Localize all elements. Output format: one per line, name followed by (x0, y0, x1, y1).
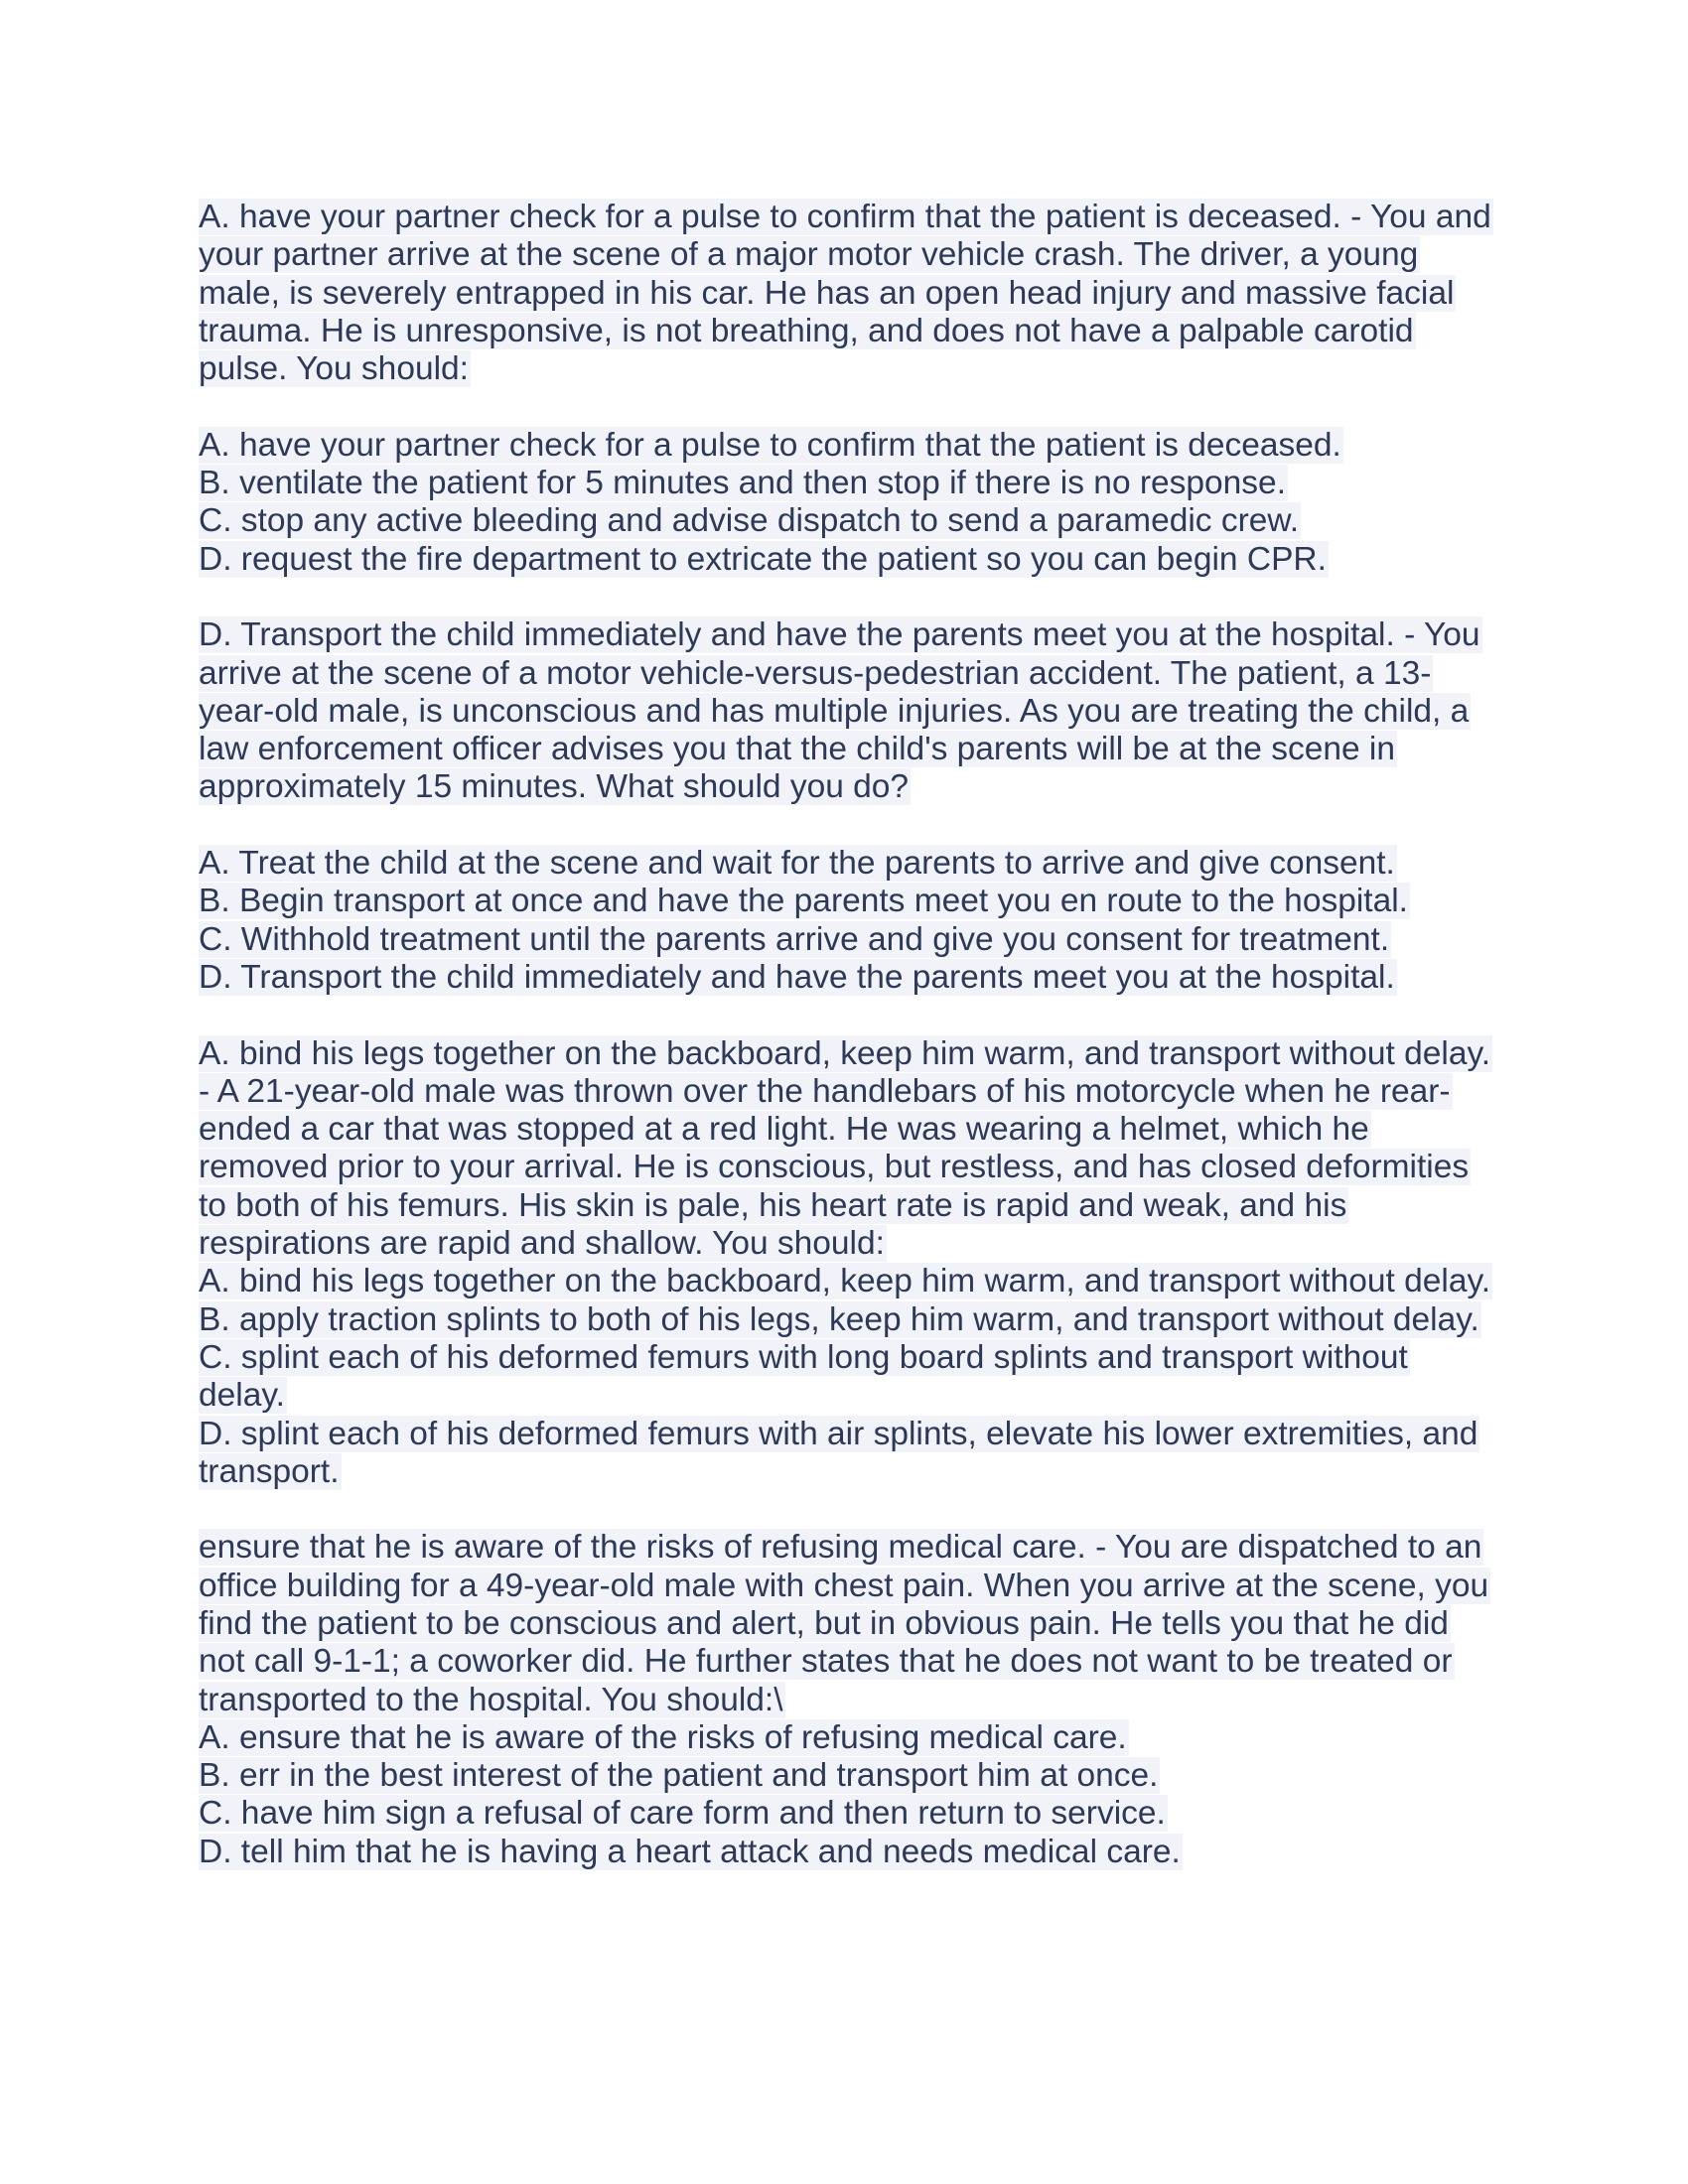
option-line: transport. (199, 1452, 340, 1490)
option-line: delay. (199, 1377, 285, 1415)
option-line: A. bind his legs together on the backboard, keep him warm, and transport without delay. (199, 1263, 1491, 1300)
option-line: C. Withhold treatment until the parents arrive and give you consent for treatment. (199, 920, 1390, 958)
paragraph-gap (199, 1491, 1509, 1529)
paragraph-gap (199, 997, 1509, 1034)
paragraph-gap (199, 388, 1509, 426)
text-line: office building for a 49-year-old male with chest pain. When you arrive at the scene, you (199, 1567, 1489, 1604)
text-line: A. have your partner check for a pulse to confirm that the patient is deceased. - You and (199, 199, 1491, 235)
text-line: A. bind his legs together on the backboard, keep him warm, and transport without delay. (199, 1034, 1491, 1072)
text-line: arrive at the scene of a motor vehicle-versus-pedestrian accident. The patient, a 13- (199, 654, 1432, 692)
text-line: male, is severely entrapped in his car. He has an open head injury and massive facial (199, 274, 1455, 312)
option-line: D. splint each of his deformed femurs with air splints, elevate his lower extremities, and (199, 1415, 1478, 1452)
text-line: removed prior to your arrival. He is conscious, but restless, and has closed deformities (199, 1149, 1470, 1186)
option-line: A. have your partner check for a pulse to confirm that the patient is deceased. (199, 426, 1341, 464)
text-line: D. Transport the child immediately and have the parents meet you at the hospital. - You (199, 616, 1480, 654)
text-line: - A 21-year-old male was thrown over the handlebars of his motorcycle when he rear- (199, 1072, 1451, 1110)
option-line: B. ventilate the patient for 5 minutes and then stop if there is no response. (199, 465, 1286, 502)
question-stem (199, 616, 1509, 806)
option-line: A. ensure that he is aware of the risks of refusing medical care. (199, 1718, 1127, 1756)
option-line: C. stop any active bleeding and advise dispatch to send a paramedic crew. (199, 502, 1300, 540)
answer-options (199, 1263, 1509, 1491)
option-line: D. Transport the child immediately and have the parents meet you at the hospital. (199, 958, 1395, 996)
answer-options (199, 845, 1509, 997)
paragraph-gap (199, 579, 1509, 616)
option-line: B. apply traction splints to both of his legs, keep him warm, and transport without delay. (199, 1300, 1479, 1338)
option-line: B. err in the best interest of the patient and transport him at once. (199, 1757, 1159, 1795)
option-line: C. have him sign a refusal of care form and then return to service. (199, 1795, 1166, 1833)
text-line: pulse. You should: (199, 350, 469, 388)
question-block (199, 199, 1509, 579)
text-line: respirations are rapid and shallow. You should: (199, 1225, 885, 1263)
option-line: A. Treat the child at the scene and wait for the parents to arrive and give consent. (199, 845, 1395, 883)
question-stem (199, 199, 1509, 388)
text-line: ensure that he is aware of the risks of refusing medical care. - You are dispatched to an (199, 1529, 1482, 1567)
text-line: your partner arrive at the scene of a major motor vehicle crash. The driver, a young (199, 236, 1419, 274)
question-block (199, 616, 1509, 997)
answer-options (199, 1719, 1509, 1871)
text-line: transported to the hospital. You should:\ (199, 1681, 783, 1718)
text-line: law enforcement officer advises you that the child's parents will be at the scene in (199, 731, 1395, 768)
option-line: D. tell him that he is having a heart attack and needs medical care. (199, 1833, 1181, 1870)
text-line: not call 9-1-1; a coworker did. He further states that he does not want to be treated or (199, 1643, 1453, 1681)
option-line: B. Begin transport at once and have the parents meet you en route to the hospital. (199, 883, 1408, 920)
text-line: year-old male, is unconscious and has multiple injuries. As you are treating the child, a (199, 692, 1470, 730)
text-line: approximately 15 minutes. What should you do? (199, 768, 910, 806)
paragraph-gap (199, 807, 1509, 845)
text-line: ended a car that was stopped at a red light. He was wearing a helmet, which he (199, 1111, 1369, 1149)
question-block (199, 1035, 1509, 1492)
text-line: to both of his femurs. His skin is pale, his heart rate is rapid and weak, and his (199, 1186, 1347, 1224)
option-line: C. splint each of his deformed femurs with long board splints and transport without (199, 1338, 1408, 1376)
text-line: trauma. He is unresponsive, is not breathing, and does not have a palpable carotid (199, 312, 1414, 349)
option-line: D. request the fire department to extricate the patient so you can begin CPR. (199, 540, 1327, 578)
question-stem (199, 1035, 1509, 1264)
question-block (199, 1529, 1509, 1871)
text-line: find the patient to be conscious and alert, but in obvious pain. He tells you that he did (199, 1604, 1449, 1642)
question-stem (199, 1529, 1509, 1718)
answer-options (199, 427, 1509, 579)
document-page (199, 199, 1509, 1871)
